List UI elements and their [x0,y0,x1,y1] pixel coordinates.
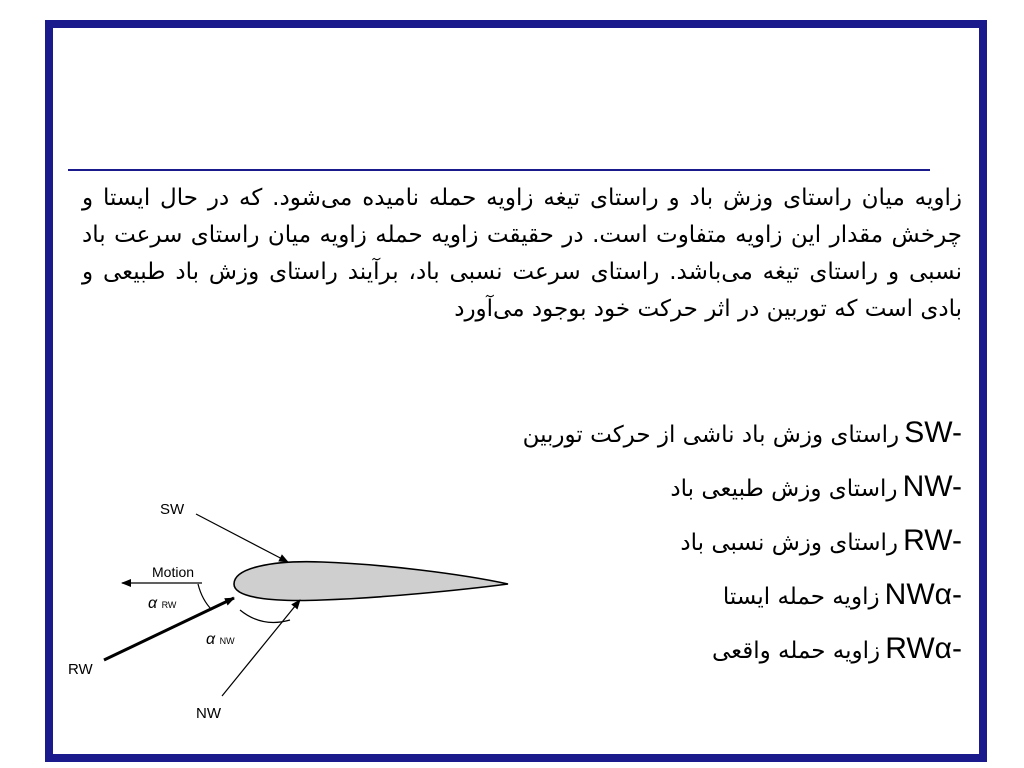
alpha-symbol: α [206,631,216,648]
sw-label: SW [160,501,185,518]
nw-label: NW [196,705,221,722]
alpha-nw-label [206,631,235,648]
definition-code: NW- [902,470,962,503]
alpha-rw-subscript: RW [161,600,177,610]
definition-code: RWα- [885,632,962,665]
definition-text: زاویه حمله واقعی [711,638,881,664]
definition-code: NWα- [884,578,962,611]
definition-text: راستای وزش باد ناشی از حرکت توربین [522,422,900,448]
alpha-rw-arc [198,584,212,610]
definition-text: راستای وزش نسبی باد [680,530,899,556]
intro-paragraph: زاویه میان راستای وزش باد و راستای تیغه زاویه حمله نامیده می‌شود. که در حال ایستا و چرخش مقدار این زاویه متفاوت است. در حقیقت زاویه حمله زاویه میان راستای سرعت باد نسبی و راستای تیغه می‌باشد. راستای سرعت نسبی باد، برآیند راستای وزش باد طبیعی و بادی است که توربین در اثر حرکت خود بوجود می‌آورد [82,185,962,322]
alpha-symbol: α [148,595,158,612]
sw-arrow [196,514,288,562]
alpha-nw-subscript: NW [219,636,235,646]
definition-sw [402,406,962,460]
definition-text: راستای وزش طبیعی باد [670,476,898,502]
airfoil-diagram [62,488,532,728]
definition-code: SW- [904,416,962,449]
airfoil-shape [234,562,508,601]
nw-arrow [219,600,300,696]
title-divider [68,169,930,171]
motion-label: Motion [152,564,195,580]
rw-label: RW [68,661,93,678]
alpha-rw-label [148,595,177,612]
definition-text: زاویه حمله ایستا [722,584,880,610]
definition-code: RW- [903,524,962,557]
